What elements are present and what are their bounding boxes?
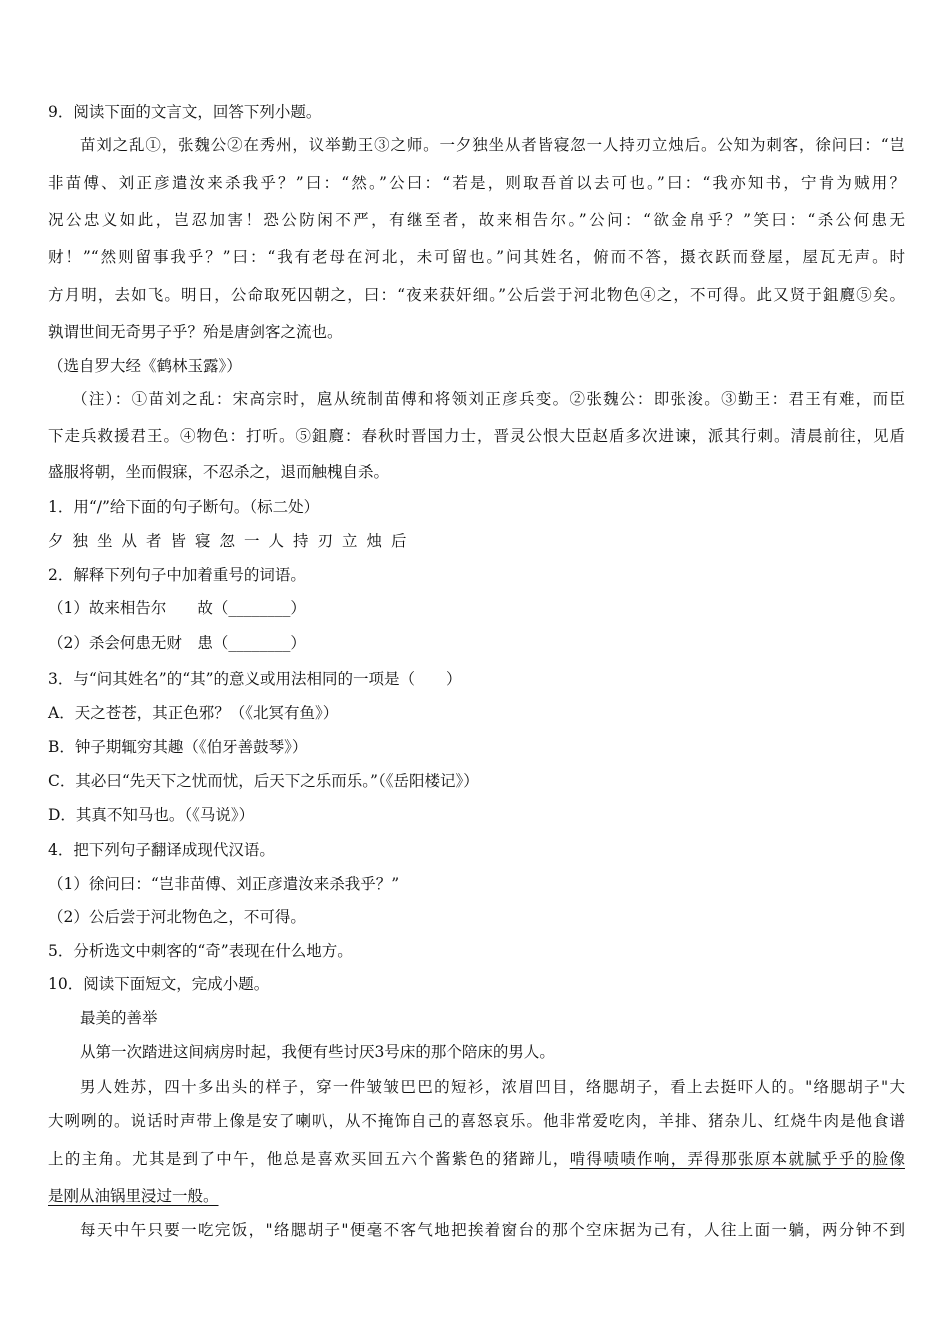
option-a: A．天之苍苍，其正色邪？（《北冥有鱼》） (48, 704, 339, 722)
sub-question-4a: （1）徐问曰：“岂非苗傅、刘正彦遣汝来杀我乎？” (48, 875, 400, 893)
notes-line: 盛服将朝，坐而假寐，不忍杀之，退而触槐自杀。 (48, 463, 390, 481)
sub-question-2b: （2）杀会何患无财 患（________） (48, 634, 306, 652)
sub-question-1-sentence: 夕独坐从者皆寝忽一人持刃立烛后 (48, 532, 416, 550)
passage-line: 财！”“然则留事我乎？”曰：“我有老母在河北，未可留也。”问其姓名，俯而不答，摄衣跃而登屋，屋瓦无声。时 (48, 248, 905, 266)
article-line (48, 1149, 905, 1169)
option-b: B．钟子期辄穷其趣（《伯牙善鼓琴》） (48, 738, 308, 756)
sub-question-2a: （1）故来相告尔 故（________） (48, 599, 306, 617)
sub-question-5: 5．分析选文中刺客的“奇”表现在什么地方。 (48, 942, 353, 960)
article-paragraph: 从第一次踏进这间病房时起，我便有些讨厌3号床的那个陪床的男人。 (80, 1043, 555, 1061)
sub-question-2: 2．解释下列句子中加着重号的词语。 (48, 566, 306, 584)
option-c: C．其必曰“先天下之忧而忧，后天下之乐而乐。”（《岳阳楼记》） (48, 772, 479, 790)
sub-question-4b: （2）公后尝于河北物色之，不可得。 (48, 908, 306, 926)
notes-line: （注）：①苗刘之乱：宋高宗时，扈从统制苗傅和将领刘正彦兵变。②张魏公：即张浚。③勤王：君王有难，而臣 (72, 390, 905, 408)
passage-line: 孰谓世间无奇男子乎？殆是唐剑客之流也。 (48, 323, 343, 341)
underlined-text: 啃得啧啧作响，弄得那张原本就腻乎乎的脸像 (569, 1150, 905, 1168)
underlined-text: 是刚从油锅里浸过一般。 (48, 1187, 219, 1205)
option-d: D．其真不知马也。（《马说》） (48, 806, 255, 824)
question-9-heading: 9．阅读下面的文言文，回答下列小题。 (48, 103, 322, 121)
sub-question-4: 4．把下列句子翻译成现代汉语。 (48, 841, 275, 859)
article-title: 最美的善举 (80, 1009, 158, 1027)
plain-text: 上的主角。尤其是到了中午，他总是喜欢买回五六个酱紫色的猪蹄儿， (48, 1150, 570, 1168)
passage-line: 非苗傅、刘正彦遣汝来杀我乎？”曰：“然。”公曰：“若是，则取吾首以去可也。”曰：“我亦知书，宁肯为贼用？ (48, 174, 905, 192)
article-line: 男人姓苏，四十多出头的样子，穿一件皱皱巴巴的短衫，浓眉凹目，络腮胡子，看上去挺吓人的。"络腮胡子"大 (80, 1078, 905, 1096)
sub-question-3: 3．与“问其姓名”的“其”的意义或用法相同的一项是（ ） (48, 670, 462, 688)
question-10-heading: 10．阅读下面短文，完成小题。 (48, 975, 270, 993)
article-line: 大咧咧的。说话时声带上像是安了喇叭，从不掩饰自己的喜怒哀乐。他非常爱吃肉，羊排、猪杂儿、红烧牛肉是他食谱 (48, 1112, 905, 1130)
passage-source: （选自罗大经《鹤林玉露》） (48, 357, 242, 375)
passage-line: 方月明，去如飞。明日，公命取死囚朝之，曰：“夜来获奸细。”公后尝于河北物色④之，不可得。此又贤于鉏麑⑤矣。 (48, 286, 905, 304)
notes-line: 下走兵救援君王。④物色：打听。⑤鉏麑：春秋时晋国力士，晋灵公恨大臣赵盾多次进谏，派其行刺。清晨前往，见盾 (48, 427, 905, 445)
article-line: 每天中午只要一吃完饭，"络腮胡子"便毫不客气地把挨着窗台的那个空床据为己有，人往上面一躺，两分钟不到 (80, 1221, 905, 1239)
passage-line: 苗刘之乱①，张魏公②在秀州，议举勤王③之师。一夕独坐从者皆寝忽一人持刃立烛后。公知为刺客，徐问曰：“岂 (80, 136, 905, 154)
passage-line: 况公忠义如此，岂忍加害！恐公防闲不严，有继至者，故来相告尔。”公问：“欲金帛乎？”笑曰：“杀公何患无 (48, 211, 905, 229)
sub-question-1: 1．用“/”给下面的句子断句。（标二处） (48, 498, 320, 516)
